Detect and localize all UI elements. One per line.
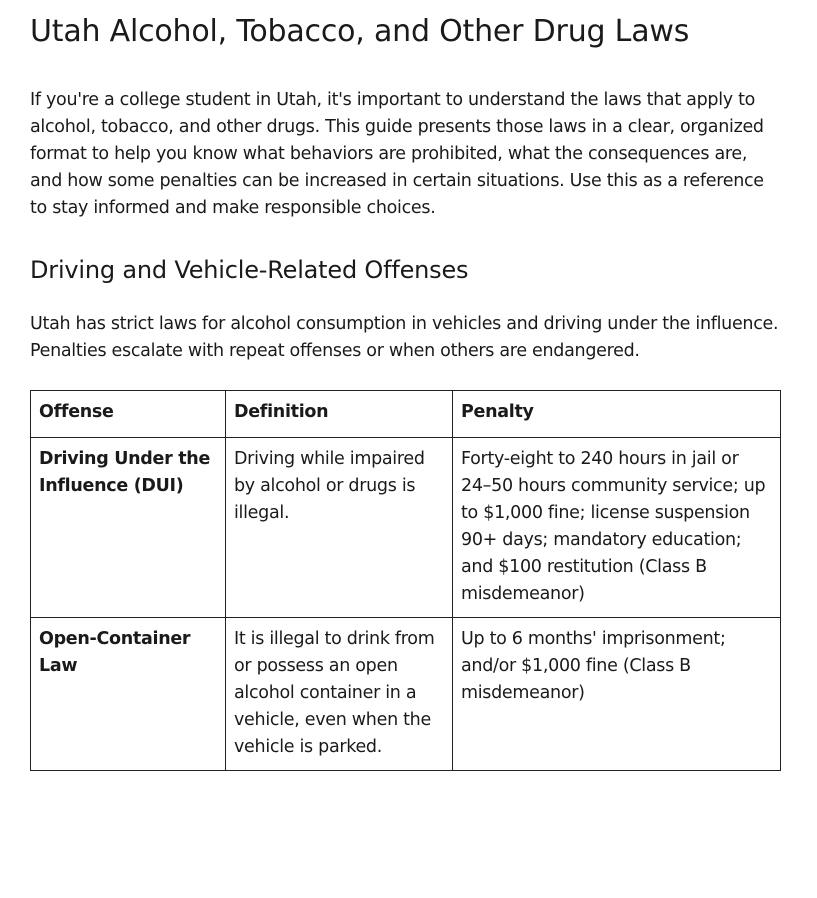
section-heading: Driving and Vehicle-Related Offenses — [30, 256, 469, 284]
table-row — [31, 438, 781, 618]
section-intro-paragraph: Utah has strict laws for alcohol consumption in vehicles and driving under the influence. Penalties escalate with repeat offenses or when others are endangered. — [30, 314, 779, 361]
intro-paragraph: If you're a college student in Utah, it's important to understand the laws that apply to alcohol, tobacco, and other drugs. This guide presents those laws in a clear, organized format to help you know what behaviors are prohibited, what the consequences are, and how some penalties can be increased in certain situations. Use this as a reference to stay informed and make responsible choices. — [30, 90, 764, 218]
definition-cell: Driving while impaired by alcohol or drugs is illegal. — [226, 438, 453, 618]
offense-cell: Open-Container Law — [31, 618, 226, 771]
page-title: Utah Alcohol, Tobacco, and Other Drug Laws — [30, 14, 690, 49]
header-offense: Offense — [31, 391, 226, 438]
penalty-cell: Forty-eight to 240 hours in jail or 24–50 hours community service; up to $1,000 fine; license suspension 90+ days; mandatory education; and $100 restitution (Class B misdemeanor) — [453, 438, 781, 618]
header-penalty: Penalty — [453, 391, 781, 438]
laws-table — [30, 390, 781, 771]
penalty-cell: Up to 6 months' imprisonment; and/or $1,000 fine (Class B misdemeanor) — [453, 618, 781, 771]
document-page — [30, 0, 780, 771]
offense-cell: Driving Under the Influence (DUI) — [31, 438, 226, 618]
table-header-row — [31, 391, 781, 438]
header-definition: Definition — [226, 391, 453, 438]
definition-cell: It is illegal to drink from or possess an open alcohol container in a vehicle, even when the vehicle is parked. — [226, 618, 453, 771]
table-row — [31, 618, 781, 771]
